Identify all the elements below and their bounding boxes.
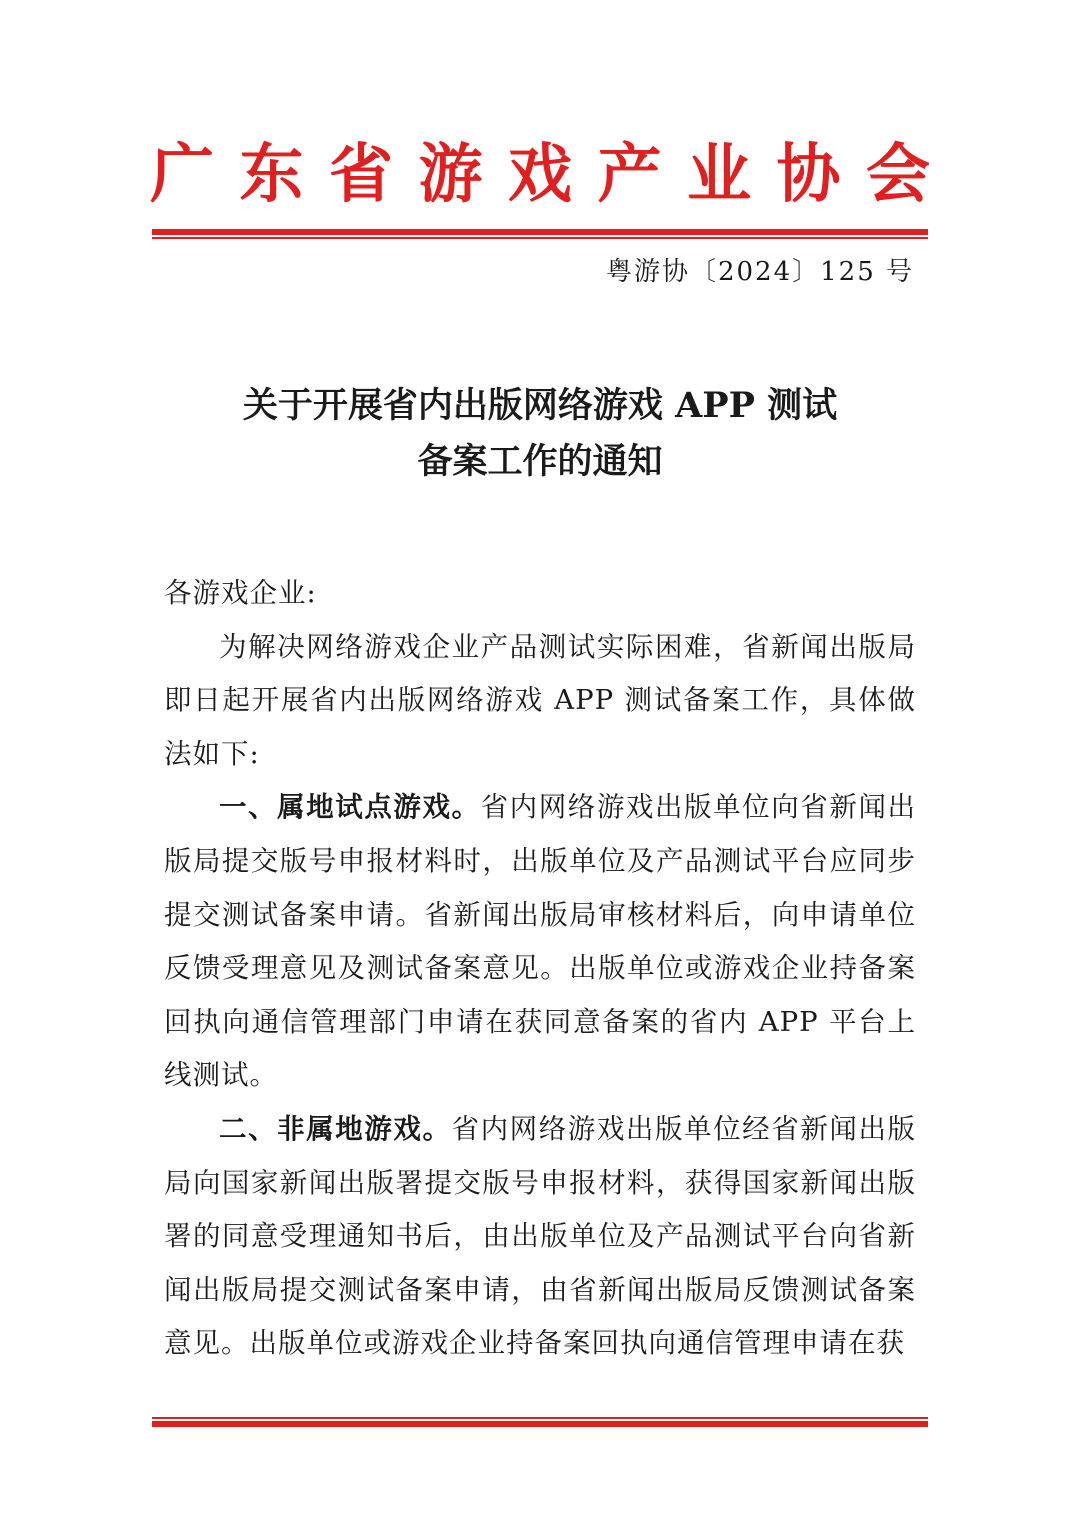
section-1-paragraph bbox=[164, 781, 916, 1103]
intro-paragraph: 为解决网络游戏企业产品测试实际困难，省新闻出版局即日起开展省内出版网络游戏 APP 测试备案工作，具体做法如下: bbox=[164, 630, 916, 770]
section-2-heading: 二、非属地游戏。 bbox=[219, 1112, 452, 1145]
header-divider bbox=[152, 229, 928, 240]
organization-name bbox=[150, 130, 930, 220]
org-char: 产 bbox=[597, 138, 662, 212]
section-1-text: 省内网络游戏出版单位向省新闻出版局提交版号申报材料时，出版单位及产品测试平台应同步提交测试备案申请。省新闻出版局审核材料后，向申请单位反馈受理意见及测试备案意见。出版单位或游戏企业持备案回执向通信管理部门申请在获同意备案的省内 APP 平台上线测试。 bbox=[164, 791, 917, 1092]
section-1-heading: 一、属地试点游戏。 bbox=[219, 791, 481, 824]
notice-body bbox=[164, 567, 916, 1371]
header-divider-thin bbox=[152, 237, 928, 239]
header-divider-thick bbox=[152, 229, 928, 235]
notice-title-line-1: 关于开展省内出版网络游戏 APP 测试 bbox=[242, 385, 838, 426]
org-char: 戏 bbox=[508, 138, 572, 212]
notice-title-line-2: 备案工作的通知 bbox=[417, 441, 663, 482]
org-char: 协 bbox=[776, 138, 841, 212]
salutation: 各游戏企业: bbox=[164, 577, 317, 609]
org-char: 游 bbox=[418, 138, 483, 212]
org-char: 广 bbox=[150, 138, 214, 212]
footer-divider-thin bbox=[152, 1417, 928, 1419]
org-char: 业 bbox=[687, 138, 751, 212]
footer-divider-thick bbox=[152, 1421, 928, 1427]
org-char: 省 bbox=[329, 138, 393, 212]
footer-divider bbox=[152, 1417, 928, 1428]
org-char: 会 bbox=[866, 138, 930, 212]
section-2-paragraph bbox=[164, 1103, 916, 1371]
org-char: 东 bbox=[239, 138, 304, 212]
section-2-text: 省内网络游戏出版单位经省新闻出版局向国家新闻出版署提交版号申报材料，获得国家新闻出版署的同意受理通知书后，由出版单位及产品测试平台向省新闻出版局提交测试备案申请，由省新闻出版局反馈测试备案意见。出版单位或游戏企业持备案回执向通信管理申请在获 bbox=[164, 1112, 917, 1360]
document-number: 粤游协〔2024〕125 号 bbox=[605, 257, 914, 287]
